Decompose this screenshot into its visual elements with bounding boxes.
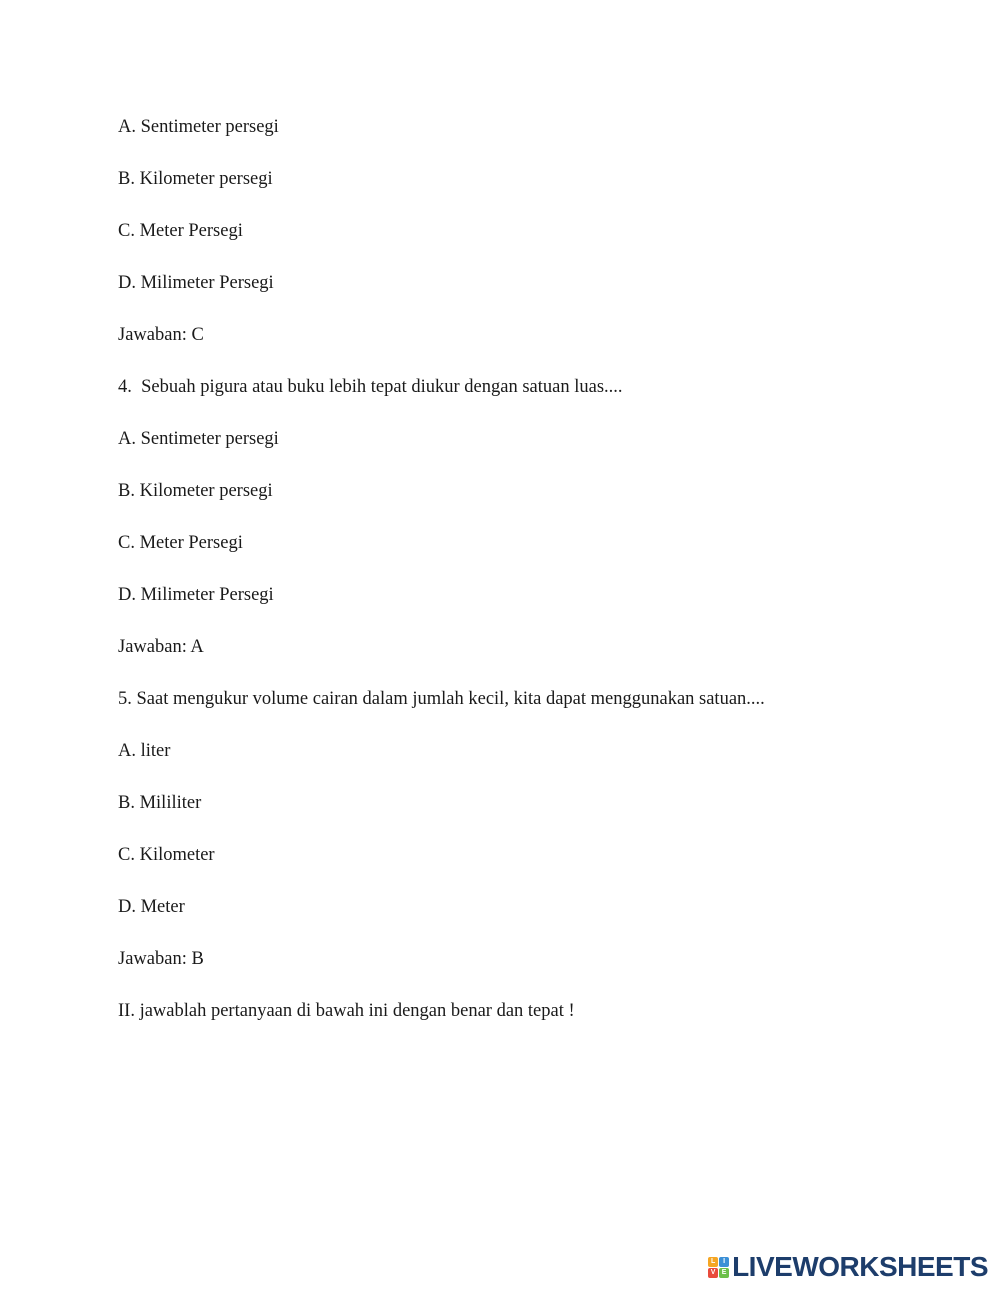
worksheet-body — [118, 116, 938, 1052]
section-ii-heading: II. jawablah pertanyaan di bawah ini dengan benar dan tepat ! — [118, 1001, 575, 1021]
liveworksheets-logo[interactable] — [708, 1252, 988, 1282]
option-d-q5: D. Meter — [118, 897, 185, 917]
option-b-q5: B. Mililiter — [118, 793, 202, 813]
logo-square-v: V — [708, 1268, 718, 1278]
question-4: 4. Sebuah pigura atau buku lebih tepat diukur dengan satuan luas.... — [118, 377, 623, 397]
logo-square-e: E — [719, 1268, 729, 1278]
answer-q3: Jawaban: C — [118, 325, 204, 345]
question-5: 5. Saat mengukur volume cairan dalam jumlah kecil, kita dapat menggunakan satuan.... — [118, 689, 765, 709]
logo-square-i: I — [719, 1257, 729, 1267]
option-b-q4: B. Kilometer persegi — [118, 481, 273, 501]
option-d-q4: D. Milimeter Persegi — [118, 585, 274, 605]
option-a-q4: A. Sentimeter persegi — [118, 429, 279, 449]
answer-q4: Jawaban: A — [118, 637, 204, 657]
option-d-q3: D. Milimeter Persegi — [118, 273, 274, 293]
logo-squares-icon — [708, 1257, 729, 1278]
option-c-q3: C. Meter Persegi — [118, 221, 243, 241]
answer-q5: Jawaban: B — [118, 949, 204, 969]
logo-square-l: L — [708, 1257, 718, 1267]
option-c-q4: C. Meter Persegi — [118, 533, 243, 553]
option-a-q5: A. liter — [118, 741, 171, 761]
option-b-q3: B. Kilometer persegi — [118, 169, 273, 189]
option-c-q5: C. Kilometer — [118, 845, 215, 865]
option-a-q3: A. Sentimeter persegi — [118, 117, 279, 137]
brand-name: LIVEWORKSHEETS — [732, 1251, 988, 1282]
